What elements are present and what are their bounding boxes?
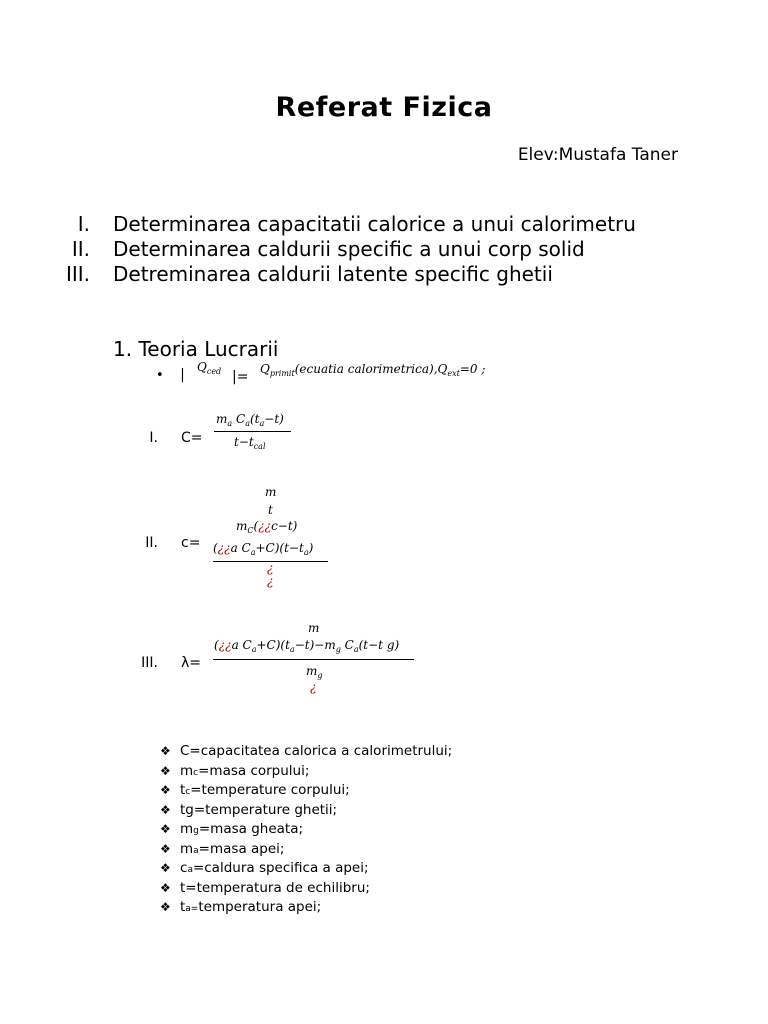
equation-denominator: $m_g$: [306, 664, 323, 680]
objective-text: Determinarea caldurii specific a unui corp solid: [113, 237, 585, 261]
calorimetric-equation: • |: [156, 367, 185, 383]
objective-number: II.: [71, 237, 90, 261]
diamond-bullet-icon: ❖: [160, 822, 171, 836]
list-item: ❖ tg=temperature ghetii;: [160, 801, 452, 821]
objective-number: I.: [77, 212, 90, 236]
section-title: Teoria Lucrarii: [138, 337, 279, 361]
fraction-bar: [213, 659, 414, 660]
author-line: Elev:Mustafa Taner: [517, 145, 678, 165]
stray-symbol: m: [265, 485, 277, 499]
equation-numerator: (¿¿a $C_a+C)(t_a-t)-m_g$ $C_a(t-t$ g): [214, 638, 400, 654]
objective-number: III.: [65, 262, 90, 286]
list-item: ❖ t a= temperatura apei;: [160, 898, 452, 918]
list-item: ❖ c a =caldura specifica a apei;: [160, 859, 452, 879]
q-ceded: $Q_{ced}$: [197, 360, 222, 376]
objective-text: Detreminarea caldurii latente specific ghetii: [113, 262, 553, 286]
equation-denominator: (¿¿a $C_a+C)(t-t_a)$: [213, 541, 314, 557]
equation-lhs: λ=: [181, 655, 202, 671]
list-item: ❖ m g =masa gheata;: [160, 820, 452, 840]
equation-lhs: C=: [181, 430, 203, 446]
diamond-bullet-icon: ❖: [160, 861, 171, 875]
equation-numerator: $m_C(¿¿c-t)$: [236, 519, 298, 535]
list-item: ❖ t=temperatura de echilibru;: [160, 879, 452, 899]
variable-definitions: [160, 742, 452, 918]
stray-symbol: ¿: [267, 561, 274, 575]
list-item: ❖ C=capacitatea calorica a calorimetrului;: [160, 742, 452, 762]
equation-number: II.: [145, 535, 158, 551]
fraction-bar: [214, 431, 291, 432]
diamond-bullet-icon: ❖: [160, 880, 171, 895]
diamond-bullet-icon: ❖: [160, 744, 171, 758]
equation-denominator: $t-t_{cal}$: [234, 435, 266, 451]
stray-symbol: ¿: [310, 680, 317, 694]
equation-numerator: $m_a$ $C_a(t_a-t)$: [216, 412, 284, 428]
stray-symbol: ¿: [267, 574, 274, 588]
abs-equals: |=: [232, 369, 249, 385]
stray-symbol: m: [308, 621, 320, 635]
diamond-bullet-icon: ❖: [160, 783, 171, 797]
equation-number: I.: [149, 430, 158, 446]
diamond-bullet-icon: ❖: [160, 841, 171, 856]
section-number: 1.: [113, 337, 133, 361]
diamond-bullet-icon: ❖: [160, 900, 171, 914]
diamond-bullet-icon: ❖: [160, 763, 171, 778]
objective-text: Determinarea capacitatii calorice a unui calorimetru: [113, 212, 636, 236]
list-item: ❖ m c =masa corpului;: [160, 762, 452, 782]
page-title: Referat Fizica: [275, 92, 493, 123]
list-item: ❖ t c =temperature corpului;: [160, 781, 452, 801]
q-received-expression: $Q_{primit}(ecuatia$ $calorimetrica),Q_{ext}=0$ ;: [260, 362, 486, 378]
equation-lhs: c=: [181, 535, 201, 551]
stray-symbol: t: [268, 503, 273, 517]
section-heading: [113, 337, 278, 361]
equation-number: III.: [141, 655, 158, 671]
bullet-icon: •: [156, 368, 164, 383]
list-item: ❖ m a =masa apei;: [160, 840, 452, 860]
diamond-bullet-icon: ❖: [160, 802, 171, 817]
